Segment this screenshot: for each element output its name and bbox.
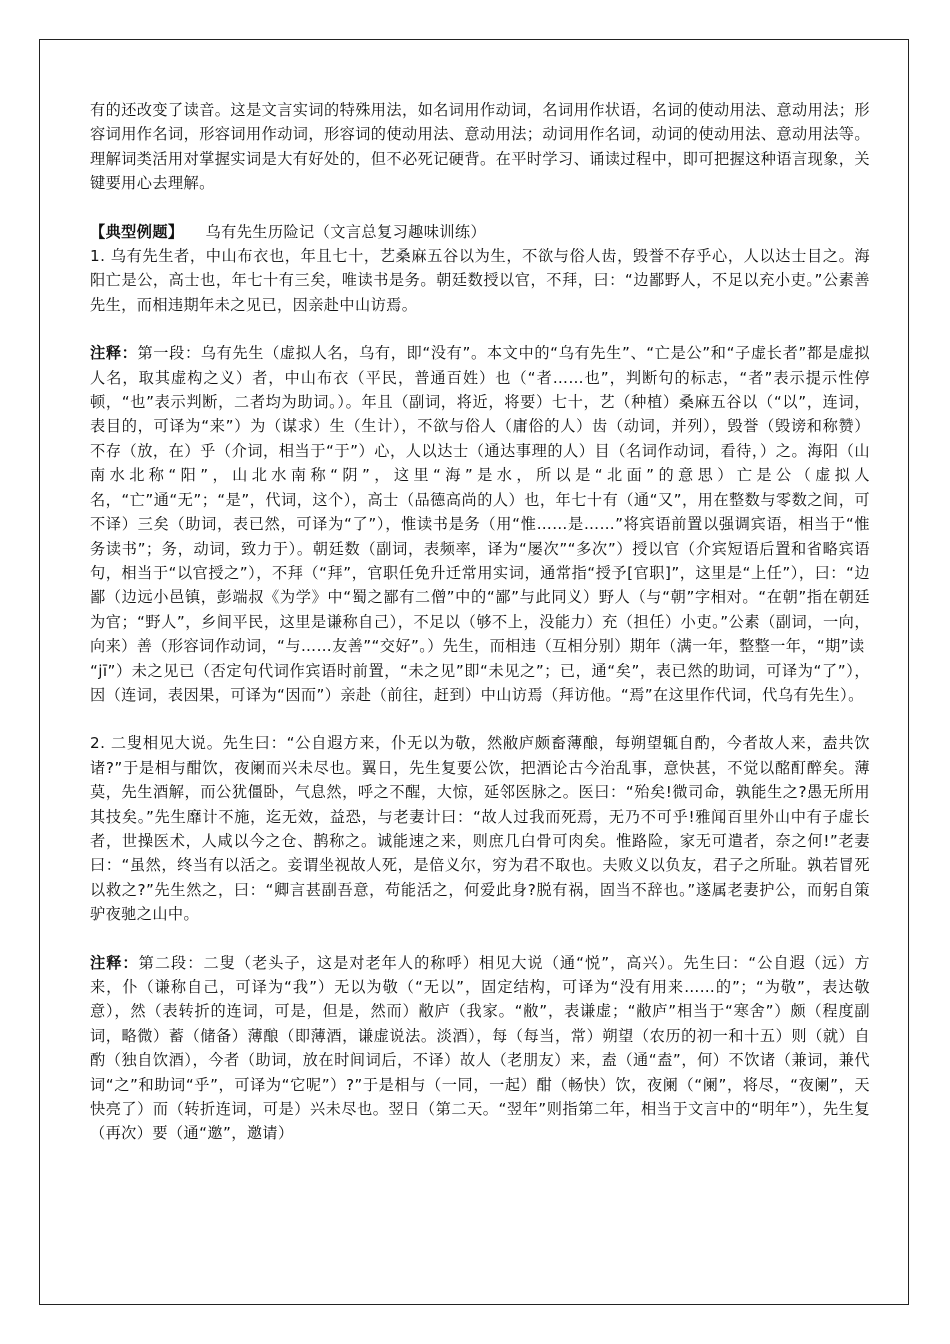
spacer (90, 707, 870, 731)
section-title: 乌有先生历险记（文言总复习趣味训练） (205, 222, 487, 241)
passage-1: 1. 乌有先生者，中山布衣也，年且七十，艺桑麻五谷以为生，不欲与俗人齿，毁誉不存乎心，人以达士目之。海阳亡是公，高士也，年七十有三矣，唯读书是务。朝廷数授以官，不拜，曰：“边鄙野人，不足以充小吏。”公素善先生，而相违期年未之见已，因亲赴中山访焉。 (90, 247, 870, 314)
spacer (90, 196, 870, 220)
notes-2 (90, 951, 870, 1146)
passage-2: 2. 二叟相见大说。先生曰：“公自遐方来，仆无以为敬，然敝庐颇畜薄酿，每朔望辄自酌，今者故人来，盍共饮诸?”于是相与酣饮，夜阑而兴未尽也。翼日，先生复要公饮，把酒论古今治乱事，意快甚，不觉以酩酊醉矣。薄莫，先生酒解，而公犹僵卧，气息然，呼之不醒，大惊，延邻医脉之。医曰：“殆矣!微司命，孰能生之?愚无所用其技矣。”先生靡计不施，迄无效，益恐，与老妻计曰：“故人过我而死焉，无乃不可乎!雅闻百里外山中有子虚长者，世操医术，人咸以今之仓、鹊称之。诚能速之来，则庶几白骨可肉矣。惟路险，家无可遣者，奈之何!”老妻曰：“虽然，终当有以活之。妾谓坐视故人死，是倍义尔，穷为君不取也。夫败义以负友，君子之所耻。孰若冒死以救之?”先生然之，曰：“卿言甚副吾意，苟能活之，何爱此身?脱有祸，固当不辞也。”遂属老妻护公，而躬自策驴夜驰之山中。 (90, 734, 870, 924)
notes-1-continued: “jī”）未之见已（否定句代词作宾语时前置，“未之见”即“未见之”；已，通“矣”，表已然的助词，可译为“了”），因（连词，表因果，可译为“因而”）亲赴（前往，赶到）中山访焉（拜访他。“焉”在这里作代词，代乌有先生）。 (90, 661, 870, 704)
notes-2-text: 第二段：二叟（老头子，这是对老年人的称呼）相见大说（通“悦”，高兴）。先生曰：“公自遐（远）方来，仆（谦称自己，可译为“我”）无以为敬（“无以”，固定结构，可译为“没有用来……的”；“为敬”，表达敬意），然（表转折的连词，可是，但是，然而）敝庐（我家。“敝”，表谦虚；“敝庐”相当于“寒舍”）颇（程度副词，略微）蓄（储备）薄酿（即薄酒，谦虚说法。淡酒），每（每当，常）朔望（农历的初一和十五）则（就）自酌（独自饮酒），今者（助词，放在时间词后，不译）故人（老朋友）来，盍（通“盍”，何）不饮诸（兼词，兼代词“之”和助词“乎”，可译为“它呢”）?”于是相与（一同，一起）酣（畅快）饮，夜阑（“阑”，将尽，“夜阑”，天快亮了）而（转折连词，可是）兴未尽也。翌日（第二天。“翌年”则指第二年，相当于文言中的“明年”），先生复（再次）要（通“邀”，邀请） (90, 953, 871, 1143)
document-body (90, 98, 870, 1146)
notes-1-label: 注释： (90, 344, 138, 363)
notes-2-label: 注释： (90, 953, 139, 972)
intro-paragraph: 有的还改变了读音。这是文言实词的特殊用法，如名词用作动词，名词用作状语，名词的使动用法、意动用法；形容词用作名词，形容词用作动词，形容词的使动用法、意动用法；动词用作名词，动词的使动用法、意动用法等。理解词类活用对掌握实词是大有好处的，但不必死记硬背。在平时学习、诵读过程中，即可把握这种语言现象，关键要用心去理解。 (90, 101, 870, 193)
notes-1 (90, 341, 870, 658)
spacer (90, 927, 870, 951)
section-label: 【典型例题】 (90, 222, 184, 241)
notes-1-text: 第一段：乌有先生（虚拟人名，乌有，即“没有”。本文中的“乌有先生”、“亡是公”和“子虚长者”都是虚拟人名，取其虚构之义）者，中山布衣（平民，普通百姓）也（“者……也”，判断句的标志，“者”表示提示性停顿，“也”表示判断，二者均为助词。）。年且（副词，将近，将要）七十，艺（种植）桑麻五谷以（“以”，连词，表目的，可译为“来”）为（谋求）生（生计），不欲与俗人（庸俗的人）齿（动词，并列），毁誉（毁谤和称赞）不存（放，在）乎（介词，相当于“于”）心，人以达士（通达事理的人）目（名词作动词，看待，）之。海阳（山南水北称“阳”，山北水南称“阴”，这里“海”是水，所以是“北面”的意思）亡是公（虚拟人名，“亡”通“无”；“是”，代词，这个），高士（品德高尚的人）也，年七十有（通“又”，用在整数与零数之间，可不译）三矣（助词，表已然，可译为“了”），惟读书是务（用“惟……是……”将宾语前置以强调宾语，相当于“惟务读书”；务，动词，致力于）。朝廷数（副词，表频率，译为“屡次”“多次”）授以官（介宾短语后置和省略宾语句，相当于“以官授之”），不拜（“拜”，官职任免升迁常用实词，通常指“授予[官职]”，这里是“上任”），曰：“边鄙（边远小邑镇，彭端叔《为学》中“蜀之鄙有二僧”中的“鄙”与此同义）野人（与“朝”字相对。“在朝”指在朝廷为官；“野人”，乡间平民，这里是谦称自己），不足以（够不上，没能力）充（担任）小吏。”公素（副词，一向，向来）善（形容词作动词，“与……友善”“交好”。）先生，而相违（互相分别）期年（满一年，整整一年，“期”读 (90, 344, 870, 656)
section-heading (90, 220, 870, 244)
spacer (90, 317, 870, 341)
